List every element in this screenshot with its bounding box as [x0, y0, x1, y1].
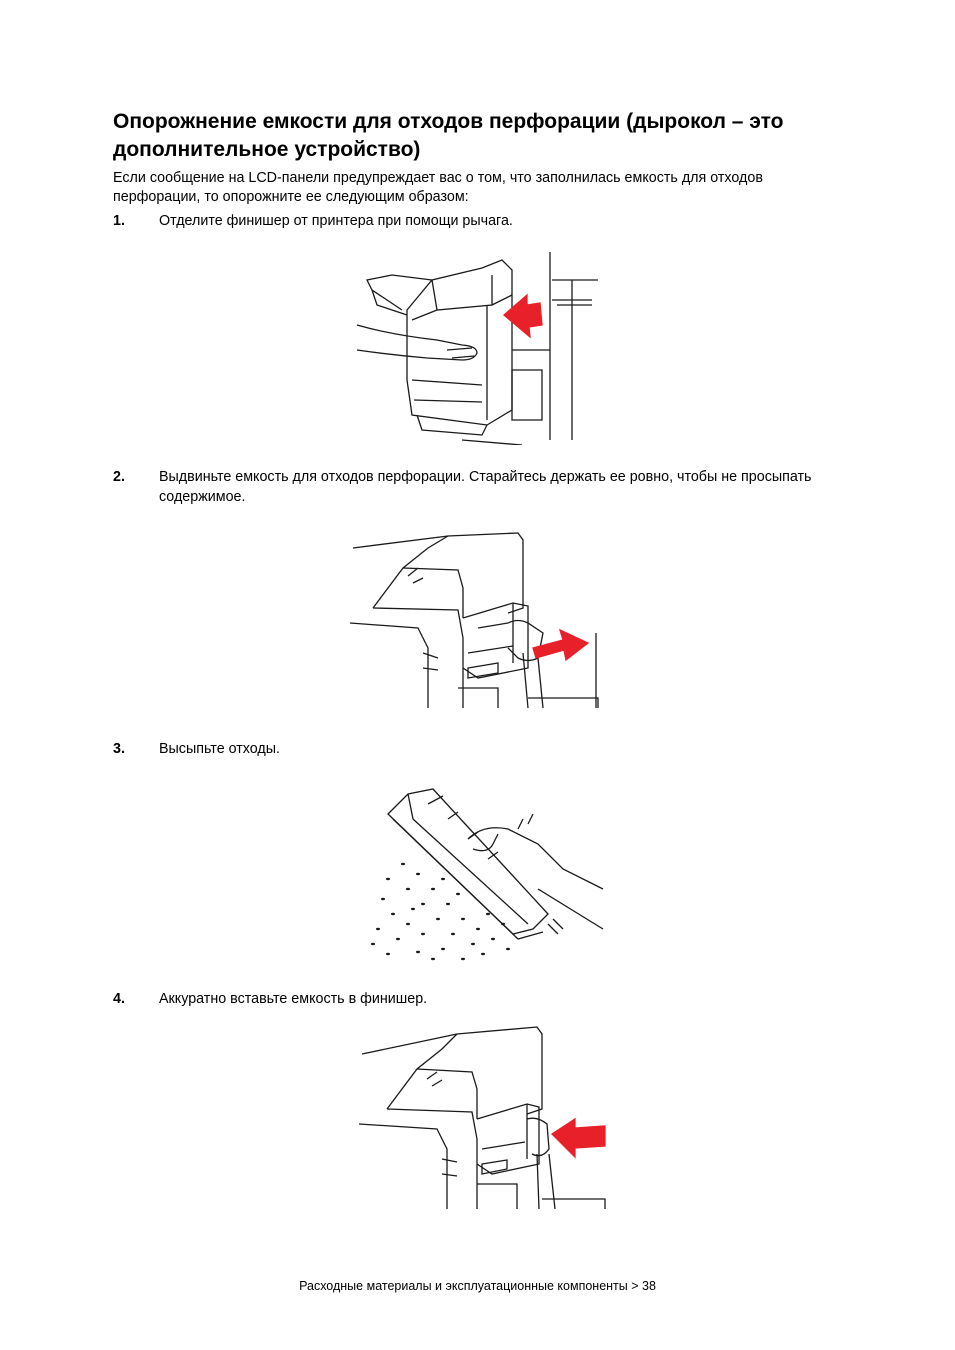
- step-3-number: 3.: [113, 741, 125, 757]
- step-4-text: Аккуратно вставьте емкость в финишер.: [159, 991, 428, 1007]
- page-footer: Расходные материалы и эксплуатационные компоненты > 38: [299, 1279, 656, 1293]
- intro-paragraph: Если сообщение на LCD-панели предупреждает вас о том, что заполнилась емкость для отходов перфорации, то опорожните ее следующим образом:: [113, 170, 763, 205]
- step-3-text: Высыпьте отходы.: [159, 741, 281, 757]
- step-2-text: Выдвиньте емкость для отходов перфорации. Старайтесь держать ее ровно, чтобы не просыпать содержимое.: [159, 469, 812, 505]
- step-4-illustration: [357, 1024, 607, 1214]
- step-4-number: 4.: [113, 991, 125, 1007]
- step-1-illustration: [352, 250, 602, 445]
- step-1-number: 1.: [113, 213, 125, 229]
- step-2-number: 2.: [113, 469, 125, 485]
- step-1-text: Отделите финишер от принтера при помощи рычага.: [159, 213, 513, 229]
- step-3-illustration: [348, 774, 605, 970]
- step-2-illustration: [348, 528, 603, 713]
- section-title: Опорожнение емкости для отходов перфорации (дырокол – это дополнительное устройство): [113, 110, 784, 161]
